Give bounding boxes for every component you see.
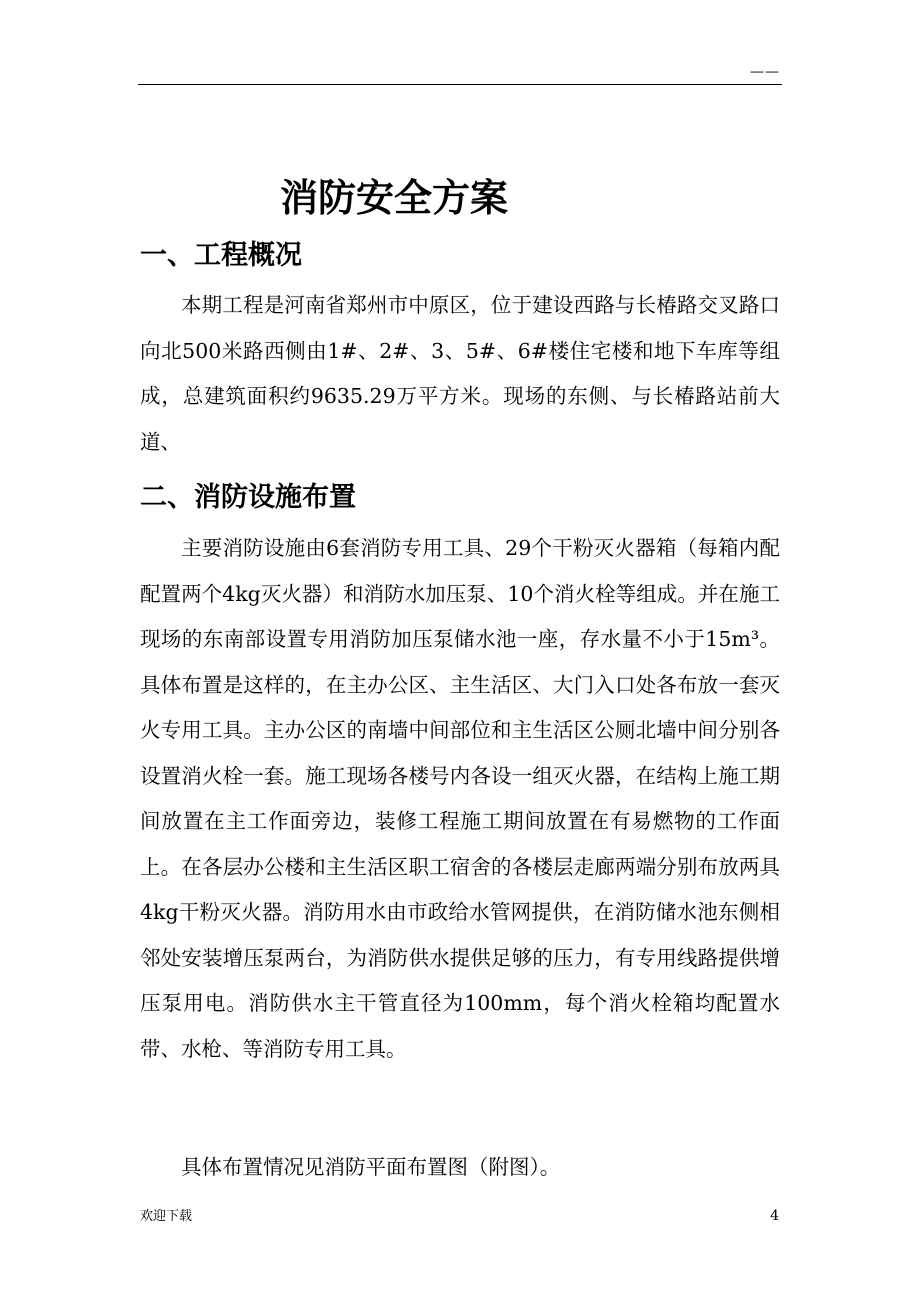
paragraph-layout-reference: 具体布置情况见消防平面布置图（附图）。 <box>181 1155 561 1179</box>
section-heading-fire-facilities: 二、消防设施布置 <box>140 482 356 513</box>
paragraph-fire-facilities: 主要消防设施由6套消防专用工具、29个干粉灭火器箱（每箱内配配置两个4kg灭火器）和消防水加压泵、10个消火栓等组成。并在施工现场的东南部设置专用消防加压泵储水池一座，存水量不小于15m³。具体布置是这样的，在主办公区、主生活区、大门入口处各布放一套灭火专用工具。主办公区的南墙中间部位和主生活区公厕北墙中间分别各设置消火栓一套。施工现场各楼号内各设一组灭火器，在结构上施工期间放置在主工作面旁边，装修工程施工期间放置在有易燃物的工作面上。在各层办公楼和主生活区职工宿舍的各楼层走廊两端分别布放两具4kg干粉灭火器。消防用水由市政给水管网提供，在消防储水池东侧相邻处安装增压泵两台，为消防供水提供足够的压力，有专用线路提供增压泵用电。消防供水主干管直径为100mm，每个消火栓箱均配置水带、水枪、等消防专用工具。 <box>140 536 780 1061</box>
header-mark: —— <box>750 64 780 80</box>
paragraph-project-overview: 本期工程是河南省郑州市中原区，位于建设西路与长椿路交叉路口向北500米路西侧由1#、2#、3、5#、6#楼住宅楼和地下车库等组成，总建筑面积约9635.29万平方米。现场的东侧、与长椿路站前大道、 <box>140 293 780 454</box>
section-heading-project-overview: 一、工程概况 <box>140 240 302 271</box>
document-title: 消防安全方案 <box>280 176 509 220</box>
header-rule <box>138 84 782 85</box>
page-number: 4 <box>770 1208 779 1224</box>
footer-text: 欢迎下载 <box>140 1209 193 1224</box>
